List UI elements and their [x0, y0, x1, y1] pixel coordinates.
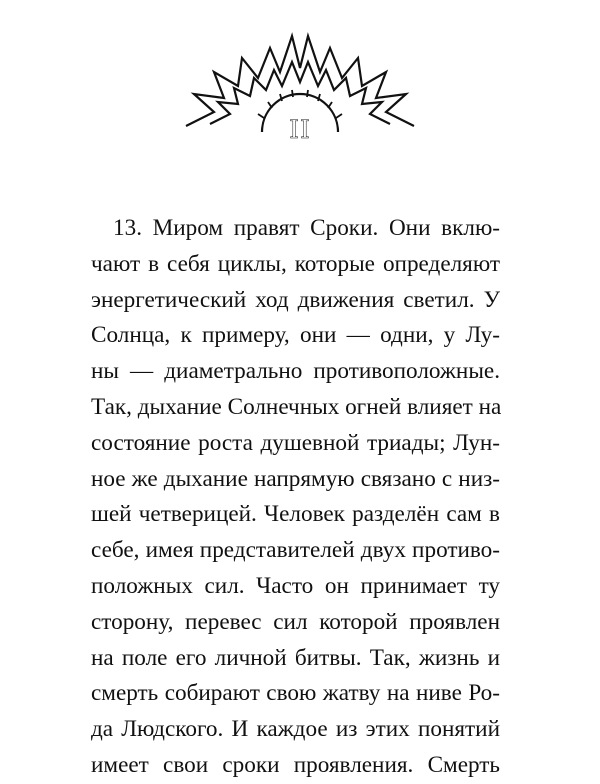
text-line: да Людского. И каждое из этих понятий	[91, 716, 500, 743]
text-line: 13. Миром правят Сроки. Они вклю-	[113, 215, 500, 241]
text-line: энергетический ход движения светил. У	[91, 286, 500, 313]
text-line: ное же дыхание напрямую связано с низ-	[91, 465, 500, 492]
text-line: состояние роста душевной триады; Лун-	[91, 429, 500, 456]
text-line: Солнца, к примеру, они — одни, у Лу-	[91, 322, 500, 349]
body-text	[91, 211, 500, 784]
text-line: ны — диаметрально противоположные.	[91, 358, 500, 385]
text-line: на поле его личной битвы. Так, жизнь и	[91, 644, 500, 671]
text-line: имеет свои сроки проявления. Смерть	[91, 751, 500, 778]
text-line: чают в себя циклы, которые определяют	[91, 250, 500, 277]
text-line: себе, имея представителей двух противо-	[91, 537, 500, 564]
text-line: положных сил. Часто он принимает ту	[91, 572, 500, 599]
text-line: Так, дыхание Солнечных огней влияет на	[91, 393, 502, 420]
text-line: сторону, перевес сил которой проявлен	[91, 608, 500, 635]
text-line: шей четверицей. Человек разделён сам в	[91, 501, 500, 528]
chapter-number: II	[289, 115, 311, 144]
text-line: смерть собирают свою жатву на ниве Ро-	[91, 680, 500, 707]
